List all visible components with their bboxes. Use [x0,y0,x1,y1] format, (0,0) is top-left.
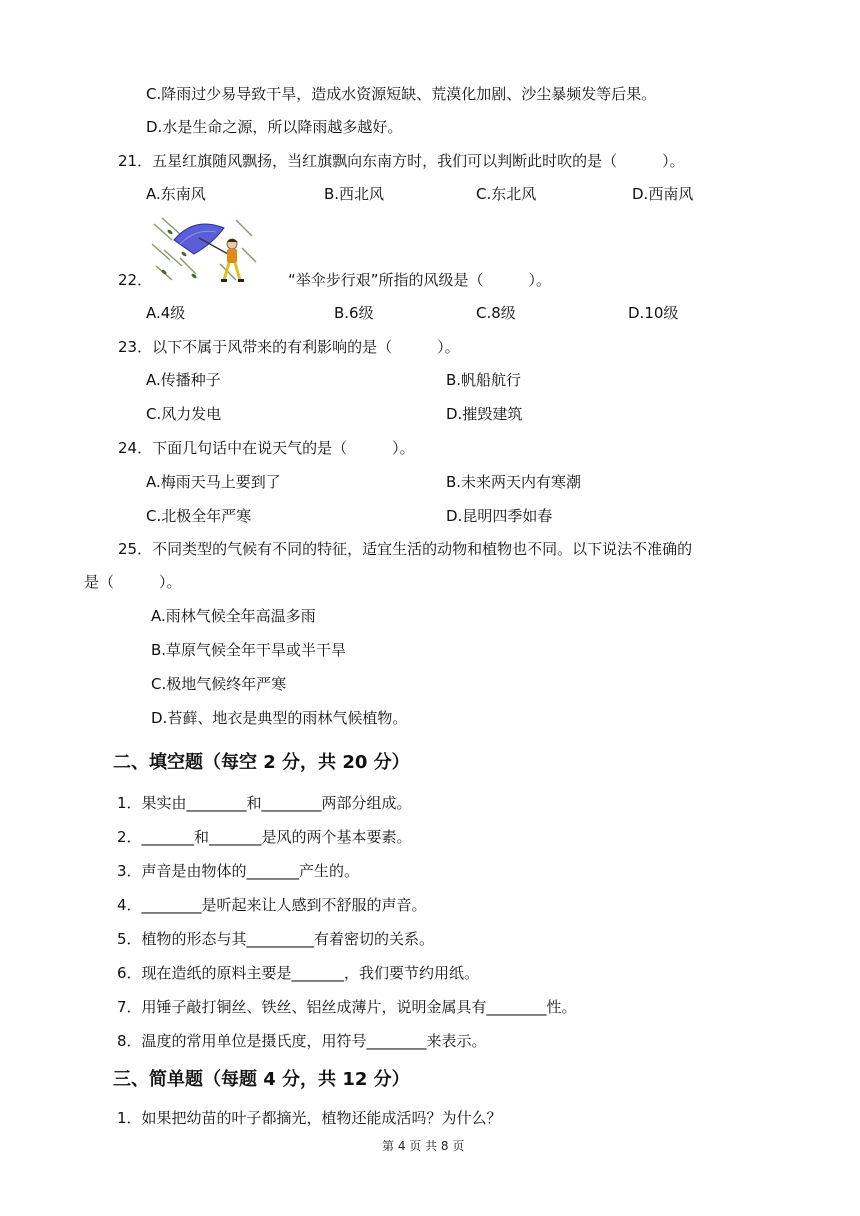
q25-stem-line2: 是（ ）。 [84,573,182,591]
q23-option-d: D.摧毁建筑 [446,405,523,423]
q23-option-b: B.帆船航行 [446,371,522,389]
fill-item-8: 8．温度的常用单位是摄氏度，用符号________来表示。 [117,1032,487,1050]
short-answer-item-1: 1．如果把幼苗的叶子都摘光，植物还能成活吗？为什么？ [117,1109,502,1127]
section-2-title: 二、填空题（每空 2 分，共 20 分） [113,752,410,773]
q20-option-d: D.水是生命之源，所以降雨越多越好。 [146,118,403,136]
q23-option-a: A.传播种子 [146,371,221,389]
fill-item-1: 1．果实由________和________两部分组成。 [117,794,412,812]
fill-item-4: 4．________是听起来让人感到不舒服的声音。 [117,896,427,914]
q24-option-a: A.梅雨天马上要到了 [146,473,281,491]
q22-number: 22． [118,271,153,289]
fill-item-5: 5．植物的形态与其_________有着密切的关系。 [117,930,435,948]
q21-option-c: C.东北风 [476,185,537,203]
fill-item-3: 3．声音是由物体的_______产生的。 [117,862,360,880]
q21-option-a: A.东南风 [146,185,206,203]
fill-item-2: 2．_______和_______是风的两个基本要素。 [117,828,412,846]
q24-stem: 24．下面几句话中在说天气的是（ ）。 [118,439,415,457]
q22-stem: “举伞步行艰”所指的风级是（ ）。 [288,271,552,289]
q25-option-b: B.草原气候全年干旱或半干旱 [151,641,347,659]
q24-option-c: C.北极全年严寒 [146,507,252,525]
q25-stem-line1: 25．不同类型的气候有不同的特征，适宜生活的动物和植物也不同。以下说法不准确的 [118,540,693,558]
fill-item-7: 7．用锤子敲打铜丝、铁丝、铝丝成薄片，说明金属具有________性。 [117,998,577,1016]
q23-option-c: C.风力发电 [146,405,222,423]
q21-stem: 21．五星红旗随风飘扬，当红旗飘向东南方时，我们可以判断此时吹的是（ ）。 [118,152,685,170]
section-3-title: 三、简单题（每题 4 分，共 12 分） [113,1069,410,1090]
q20-option-c: C.降雨过少易导致干旱，造成水资源短缺、荒漠化加剧、沙尘暴频发等后果。 [146,85,657,103]
q22-option-a: A.4级 [146,304,186,322]
q23-stem: 23．以下不属于风带来的有利影响的是（ ）。 [118,338,460,356]
q22-option-c: C.8级 [476,304,516,322]
q24-option-b: B.未来两天内有寒潮 [446,473,582,491]
q24-option-d: D.昆明四季如春 [446,507,553,525]
umbrella-wind-illustration [150,214,258,286]
q22-option-d: D.10级 [628,304,679,322]
page-footer: 第 4 页 共 8 页 [382,1139,465,1153]
q21-option-d: D.西南风 [632,185,694,203]
fill-item-6: 6．现在造纸的原料主要是_______，我们要节约用纸。 [117,964,480,982]
q25-option-a: A.雨林气候全年高温多雨 [151,607,316,625]
q25-option-c: C.极地气候终年严寒 [151,675,287,693]
q21-option-b: B.西北风 [324,185,385,203]
q25-option-d: D.苔藓、地衣是典型的雨林气候植物。 [151,709,408,727]
q22-option-b: B.6级 [334,304,374,322]
